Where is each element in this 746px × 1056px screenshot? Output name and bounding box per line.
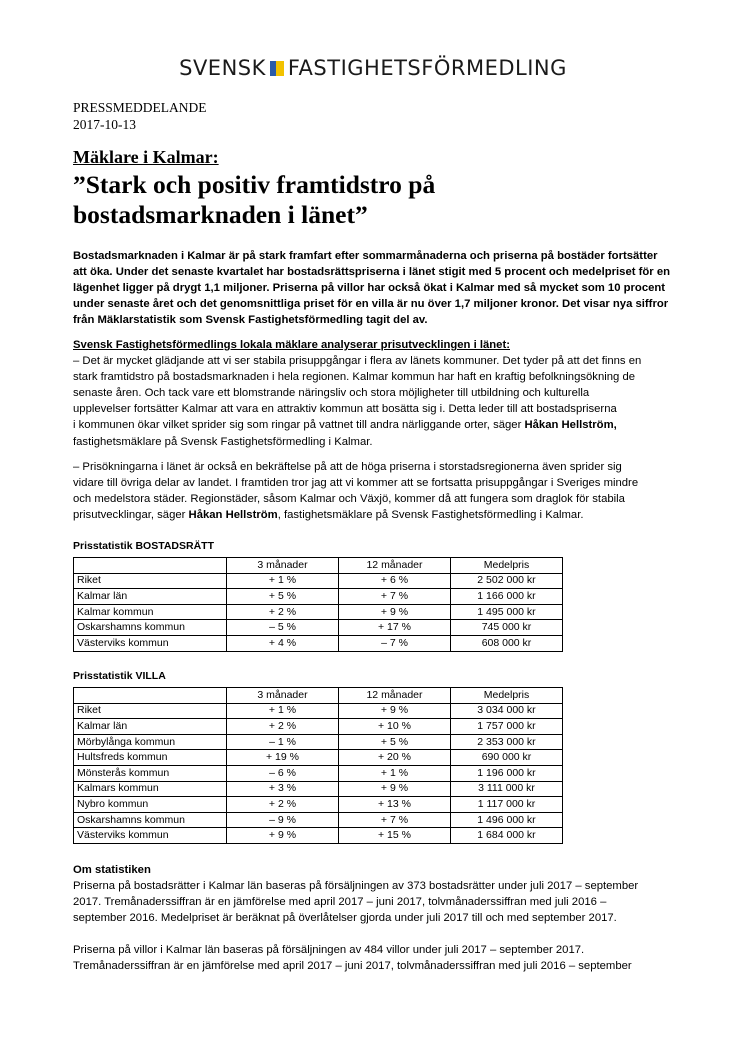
- table-cell: + 19 %: [227, 750, 339, 766]
- quote-line: [73, 417, 673, 433]
- lead-line: att öka. Under det senaste kvartalet har bostadsrättspriserna i länet stigit med 5 procent och medelpriset för en: [73, 266, 671, 279]
- table-cell: + 13 %: [339, 797, 451, 813]
- table-row: [74, 750, 563, 766]
- table-cell: Riket: [74, 573, 227, 589]
- table-cell: Oskarshamns kommun: [74, 812, 227, 828]
- quote-line: stark framtidstro på bostadsmarknaden i hela regionen. Kalmar kommun har haft en kraftig befolkningsökning de: [73, 371, 636, 384]
- headline-line-2: bostadsmarknaden i länet”: [73, 200, 368, 229]
- quote-line: [73, 507, 673, 523]
- table-cell: 690 000 kr: [451, 750, 563, 766]
- lead-line: från Mäklarstatistik som Svensk Fastighetsförmedling tagit del av.: [73, 314, 428, 327]
- table-villa: [73, 687, 563, 844]
- table-cell: – 6 %: [227, 765, 339, 781]
- table-cell: 608 000 kr: [451, 635, 563, 651]
- table-row: [74, 734, 563, 750]
- table-cell: – 1 %: [227, 734, 339, 750]
- brand-right: FASTIGHETSFÖRMEDLING: [287, 56, 567, 80]
- table-header-row: [74, 558, 563, 574]
- table-cell: + 2 %: [227, 604, 339, 620]
- table-cell: + 1 %: [227, 573, 339, 589]
- quote-line: vidare till övriga delar av landet. I framtiden tror jag att vi kommer att se fortsatta prisuppgångar i Sveriges mindre: [73, 477, 639, 490]
- brand-logo: [0, 56, 746, 80]
- table-cell: + 5 %: [227, 589, 339, 605]
- table-cell: Kalmar län: [74, 719, 227, 735]
- analysis-section: [73, 337, 673, 450]
- table-header-cell: Medelpris: [451, 558, 563, 574]
- brand-left: SVENSK: [179, 56, 266, 80]
- table-cell: 2 353 000 kr: [451, 734, 563, 750]
- table-cell: – 7 %: [339, 635, 451, 651]
- table-cell: Oskarshamns kommun: [74, 620, 227, 636]
- table-cell: Kalmar kommun: [74, 604, 227, 620]
- quote-line: och medelstora städer. Regionstäder, såsom Kalmar och Växjö, kommer då att fungera som draglok för stabila: [73, 493, 625, 506]
- doc-type: PRESSMEDDELANDE: [73, 100, 207, 115]
- table-cell: 1 496 000 kr: [451, 812, 563, 828]
- table-cell: + 7 %: [339, 589, 451, 605]
- table-cell: Kalmar län: [74, 589, 227, 605]
- table-row: [74, 573, 563, 589]
- stats-line: Priserna på villor i Kalmar län baseras på försäljningen av 484 villor under juli 2017 – september 2017.: [73, 944, 585, 957]
- table-bostadsratt: [73, 557, 563, 652]
- table-header-cell: 3 månader: [227, 688, 339, 704]
- headline-line-1: ”Stark och positiv framtidstro på: [73, 170, 436, 199]
- table-cell: 3 034 000 kr: [451, 703, 563, 719]
- table-header-cell: Medelpris: [451, 688, 563, 704]
- table-cell: Kalmars kommun: [74, 781, 227, 797]
- quote-text: i kommunen ökar vilket sprider sig som ringar på vattnet till andra närliggande orter, säger: [73, 419, 525, 432]
- table-cell: 1 196 000 kr: [451, 765, 563, 781]
- table-cell: + 9 %: [339, 604, 451, 620]
- table-row: [74, 781, 563, 797]
- table-cell: Hultsfreds kommun: [74, 750, 227, 766]
- table-header-cell: 3 månader: [227, 558, 339, 574]
- kicker: Mäklare i Kalmar:: [73, 147, 219, 167]
- table-cell: + 20 %: [339, 750, 451, 766]
- lead-paragraph: [73, 248, 673, 328]
- quote-2: [73, 459, 673, 523]
- table-cell: + 1 %: [339, 765, 451, 781]
- table-cell: + 17 %: [339, 620, 451, 636]
- table-cell: Mönsterås kommun: [74, 765, 227, 781]
- table-cell: + 7 %: [339, 812, 451, 828]
- table-cell: + 2 %: [227, 719, 339, 735]
- table-cell: Mörbylånga kommun: [74, 734, 227, 750]
- doc-date: 2017-10-13: [73, 117, 136, 132]
- quote-text: , fastighetsmäklare på Svensk Fastighetsförmedling i Kalmar.: [277, 509, 584, 522]
- table-row: [74, 719, 563, 735]
- table-cell: 745 000 kr: [451, 620, 563, 636]
- lead-line: under senaste året och det genomsnittliga priset för en villa är nu över 1,7 miljoner kronor. Det visar nya siffror: [73, 298, 669, 311]
- table-cell: + 1 %: [227, 703, 339, 719]
- table-cell: + 9 %: [339, 703, 451, 719]
- lead-line: Bostadsmarknaden i Kalmar är på stark framfart efter sommarmånaderna och priserna på bostäder fortsätter: [73, 250, 658, 262]
- table-header-cell: [74, 688, 227, 704]
- stats-section: [73, 862, 673, 975]
- quote-line: – Det är mycket glädjande att vi ser stabila prisuppgångar i flera av länets kommuner. Det tyder på att det finns en: [73, 355, 642, 368]
- table-cell: 3 111 000 kr: [451, 781, 563, 797]
- quote-line: senaste åren. Och tack vare ett blomstrande näringsliv och stora möjligheter till utbildning och kulturella: [73, 387, 590, 400]
- headline: [73, 170, 633, 230]
- table-row: [74, 620, 563, 636]
- table-cell: – 5 %: [227, 620, 339, 636]
- table-header-cell: 12 månader: [339, 558, 451, 574]
- table-cell: Västerviks kommun: [74, 828, 227, 844]
- broker-name: Håkan Hellström,: [524, 419, 617, 432]
- table-cell: + 4 %: [227, 635, 339, 651]
- quote-text: prisutvecklingar, säger: [73, 509, 189, 522]
- table-header-cell: 12 månader: [339, 688, 451, 704]
- table-cell: 1 684 000 kr: [451, 828, 563, 844]
- quote-line: fastighetsmäklare på Svensk Fastighetsförmedling i Kalmar.: [73, 435, 373, 448]
- table-cell: Nybro kommun: [74, 797, 227, 813]
- table-title-bostadsratt: Prisstatistik BOSTADSRÄTT: [73, 540, 214, 552]
- stats-line: Priserna på bostadsrätter i Kalmar län baseras på försäljningen av 373 bostadsrätter under juli 2017 – september: [73, 880, 639, 893]
- table-cell: 1 166 000 kr: [451, 589, 563, 605]
- table-cell: – 9 %: [227, 812, 339, 828]
- table-row: [74, 812, 563, 828]
- table-cell: 1 757 000 kr: [451, 719, 563, 735]
- table-cell: + 5 %: [339, 734, 451, 750]
- swedish-flag-icon: [270, 61, 284, 76]
- table-cell: + 15 %: [339, 828, 451, 844]
- table-cell: + 9 %: [339, 781, 451, 797]
- table-row: [74, 765, 563, 781]
- table-header-row: [74, 688, 563, 704]
- table-cell: Riket: [74, 703, 227, 719]
- table-row: [74, 589, 563, 605]
- stats-heading: Om statistiken: [73, 864, 151, 876]
- table-row: [74, 797, 563, 813]
- broker-name: Håkan Hellström: [188, 509, 278, 522]
- table-row: [74, 828, 563, 844]
- table-row: [74, 635, 563, 651]
- doc-meta: [73, 99, 207, 133]
- table-cell: 1 117 000 kr: [451, 797, 563, 813]
- stats-line: 2017. Tremånaderssiffran är en jämförelse med april 2017 – juni 2017, tolvmånaderssiffran med juli 2016 –: [73, 896, 607, 909]
- table-cell: 1 495 000 kr: [451, 604, 563, 620]
- analysis-heading: Svensk Fastighetsförmedlings lokala mäklare analyserar prisutvecklingen i länet:: [73, 339, 510, 351]
- table-row: [74, 703, 563, 719]
- table-header-cell: [74, 558, 227, 574]
- quote-line: – Prisökningarna i länet är också en bekräftelse på att de höga priserna i storstadsregionerna även sprider sig: [73, 461, 622, 473]
- table-title-villa: Prisstatistik VILLA: [73, 670, 166, 682]
- table-cell: + 2 %: [227, 797, 339, 813]
- quote-line: upplevelser fortsätter Kalmar att vara en attraktiv kommun att bosätta sig i. Detta leder till att bostadspriserna: [73, 403, 617, 416]
- table-cell: + 6 %: [339, 573, 451, 589]
- stats-line: Tremånaderssiffran är en jämförelse med april 2017 – juni 2017, tolvmånaderssiffran med juli 2016 – september: [73, 960, 632, 973]
- table-cell: + 9 %: [227, 828, 339, 844]
- table-cell: 2 502 000 kr: [451, 573, 563, 589]
- table-cell: + 10 %: [339, 719, 451, 735]
- table-cell: + 3 %: [227, 781, 339, 797]
- table-row: [74, 604, 563, 620]
- lead-line: lägenhet ligger på drygt 1,1 miljoner. Priserna på villor har också ökat i Kalmar med så mycket som 10 procent: [73, 282, 666, 295]
- stats-line: september 2016. Medelpriset är beräknat på överlåtelser gjorda under juli 2017 till och med september 2017.: [73, 912, 617, 925]
- table-cell: Västerviks kommun: [74, 635, 227, 651]
